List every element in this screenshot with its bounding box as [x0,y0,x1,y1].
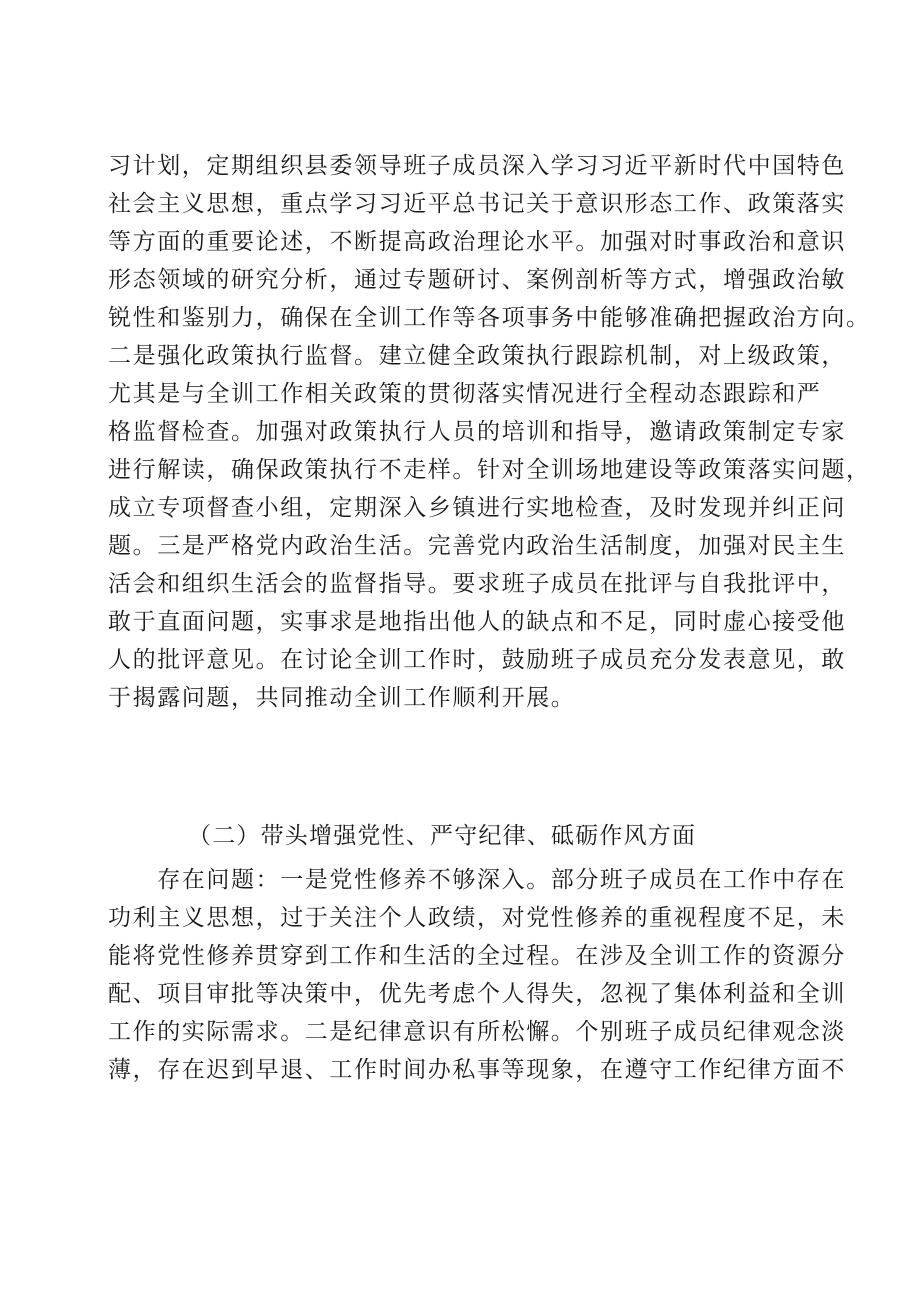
text-line: 尤其是与全训工作相关政策的贯彻落实情况进行全程动态跟踪和严 [108,381,822,407]
text-line: 锐性和鉴别力，确保在全训工作等各项事务中能够准确把握政治方向。 [108,305,871,331]
text-line: 配、项目审批等决策中，优先考虑个人得失，忽视了集体利益和全训 [108,981,846,1007]
text-line: 成立专项督查小组，定期深入乡镇进行实地检查，及时发现并纠正问 [108,495,846,521]
paragraph-2 [108,861,846,1089]
text-line: 薄，存在迟到早退、工作时间办私事等现象，在遵守工作纪律方面不 [108,1057,846,1083]
text-line: 于揭露问题，共同推动全训工作顺利开展。 [108,685,576,711]
text-line: 等方面的重要论述，不断提高政治理论水平。加强对时事政治和意识 [108,229,846,255]
text-line: 形态领域的研究分析，通过专题研讨、案例剖析等方式，增强政治敏 [108,267,846,293]
text-line: 存在问题：一是党性修养不够深入。部分班子成员在工作中存在 [108,867,846,893]
text-line: 人的批评意见。在讨论全训工作时，鼓励班子成员充分发表意见，敢 [108,647,846,673]
text-line: 题。三是严格党内政治生活。完善党内政治生活制度，加强对民主生 [108,533,846,559]
text-line: 工作的实际需求。二是纪律意识有所松懈。个别班子成员纪律观念淡 [108,1019,846,1045]
text-line: 习计划，定期组织县委领导班子成员深入学习习近平新时代中国特色 [108,153,846,179]
text-line: 活会和组织生活会的监督指导。要求班子成员在批评与自我批评中， [108,571,846,597]
text-line: 进行解读，确保政策执行不走样。针对全训场地建设等政策落实问题， [108,457,871,483]
section-heading: （二）带头增强党性、严守纪律、砥砺作风方面 [188,823,697,849]
text-line: 格监督检查。加强对政策执行人员的培训和指导，邀请政策制定专家 [108,419,846,445]
text-line: 功利主义思想，过于关注个人政绩，对党性修养的重视程度不足，未 [108,905,846,931]
text-line: 二是强化政策执行监督。建立健全政策执行跟踪机制，对上级政策， [108,343,846,369]
paragraph-1 [108,147,871,717]
text-line: 能将党性修养贯穿到工作和生活的全过程。在涉及全训工作的资源分 [108,943,846,969]
text-line: 社会主义思想，重点学习习近平总书记关于意识形态工作、政策落实 [108,191,846,217]
text-line: 敢于直面问题，实事求是地指出他人的缺点和不足，同时虚心接受他 [108,609,846,635]
